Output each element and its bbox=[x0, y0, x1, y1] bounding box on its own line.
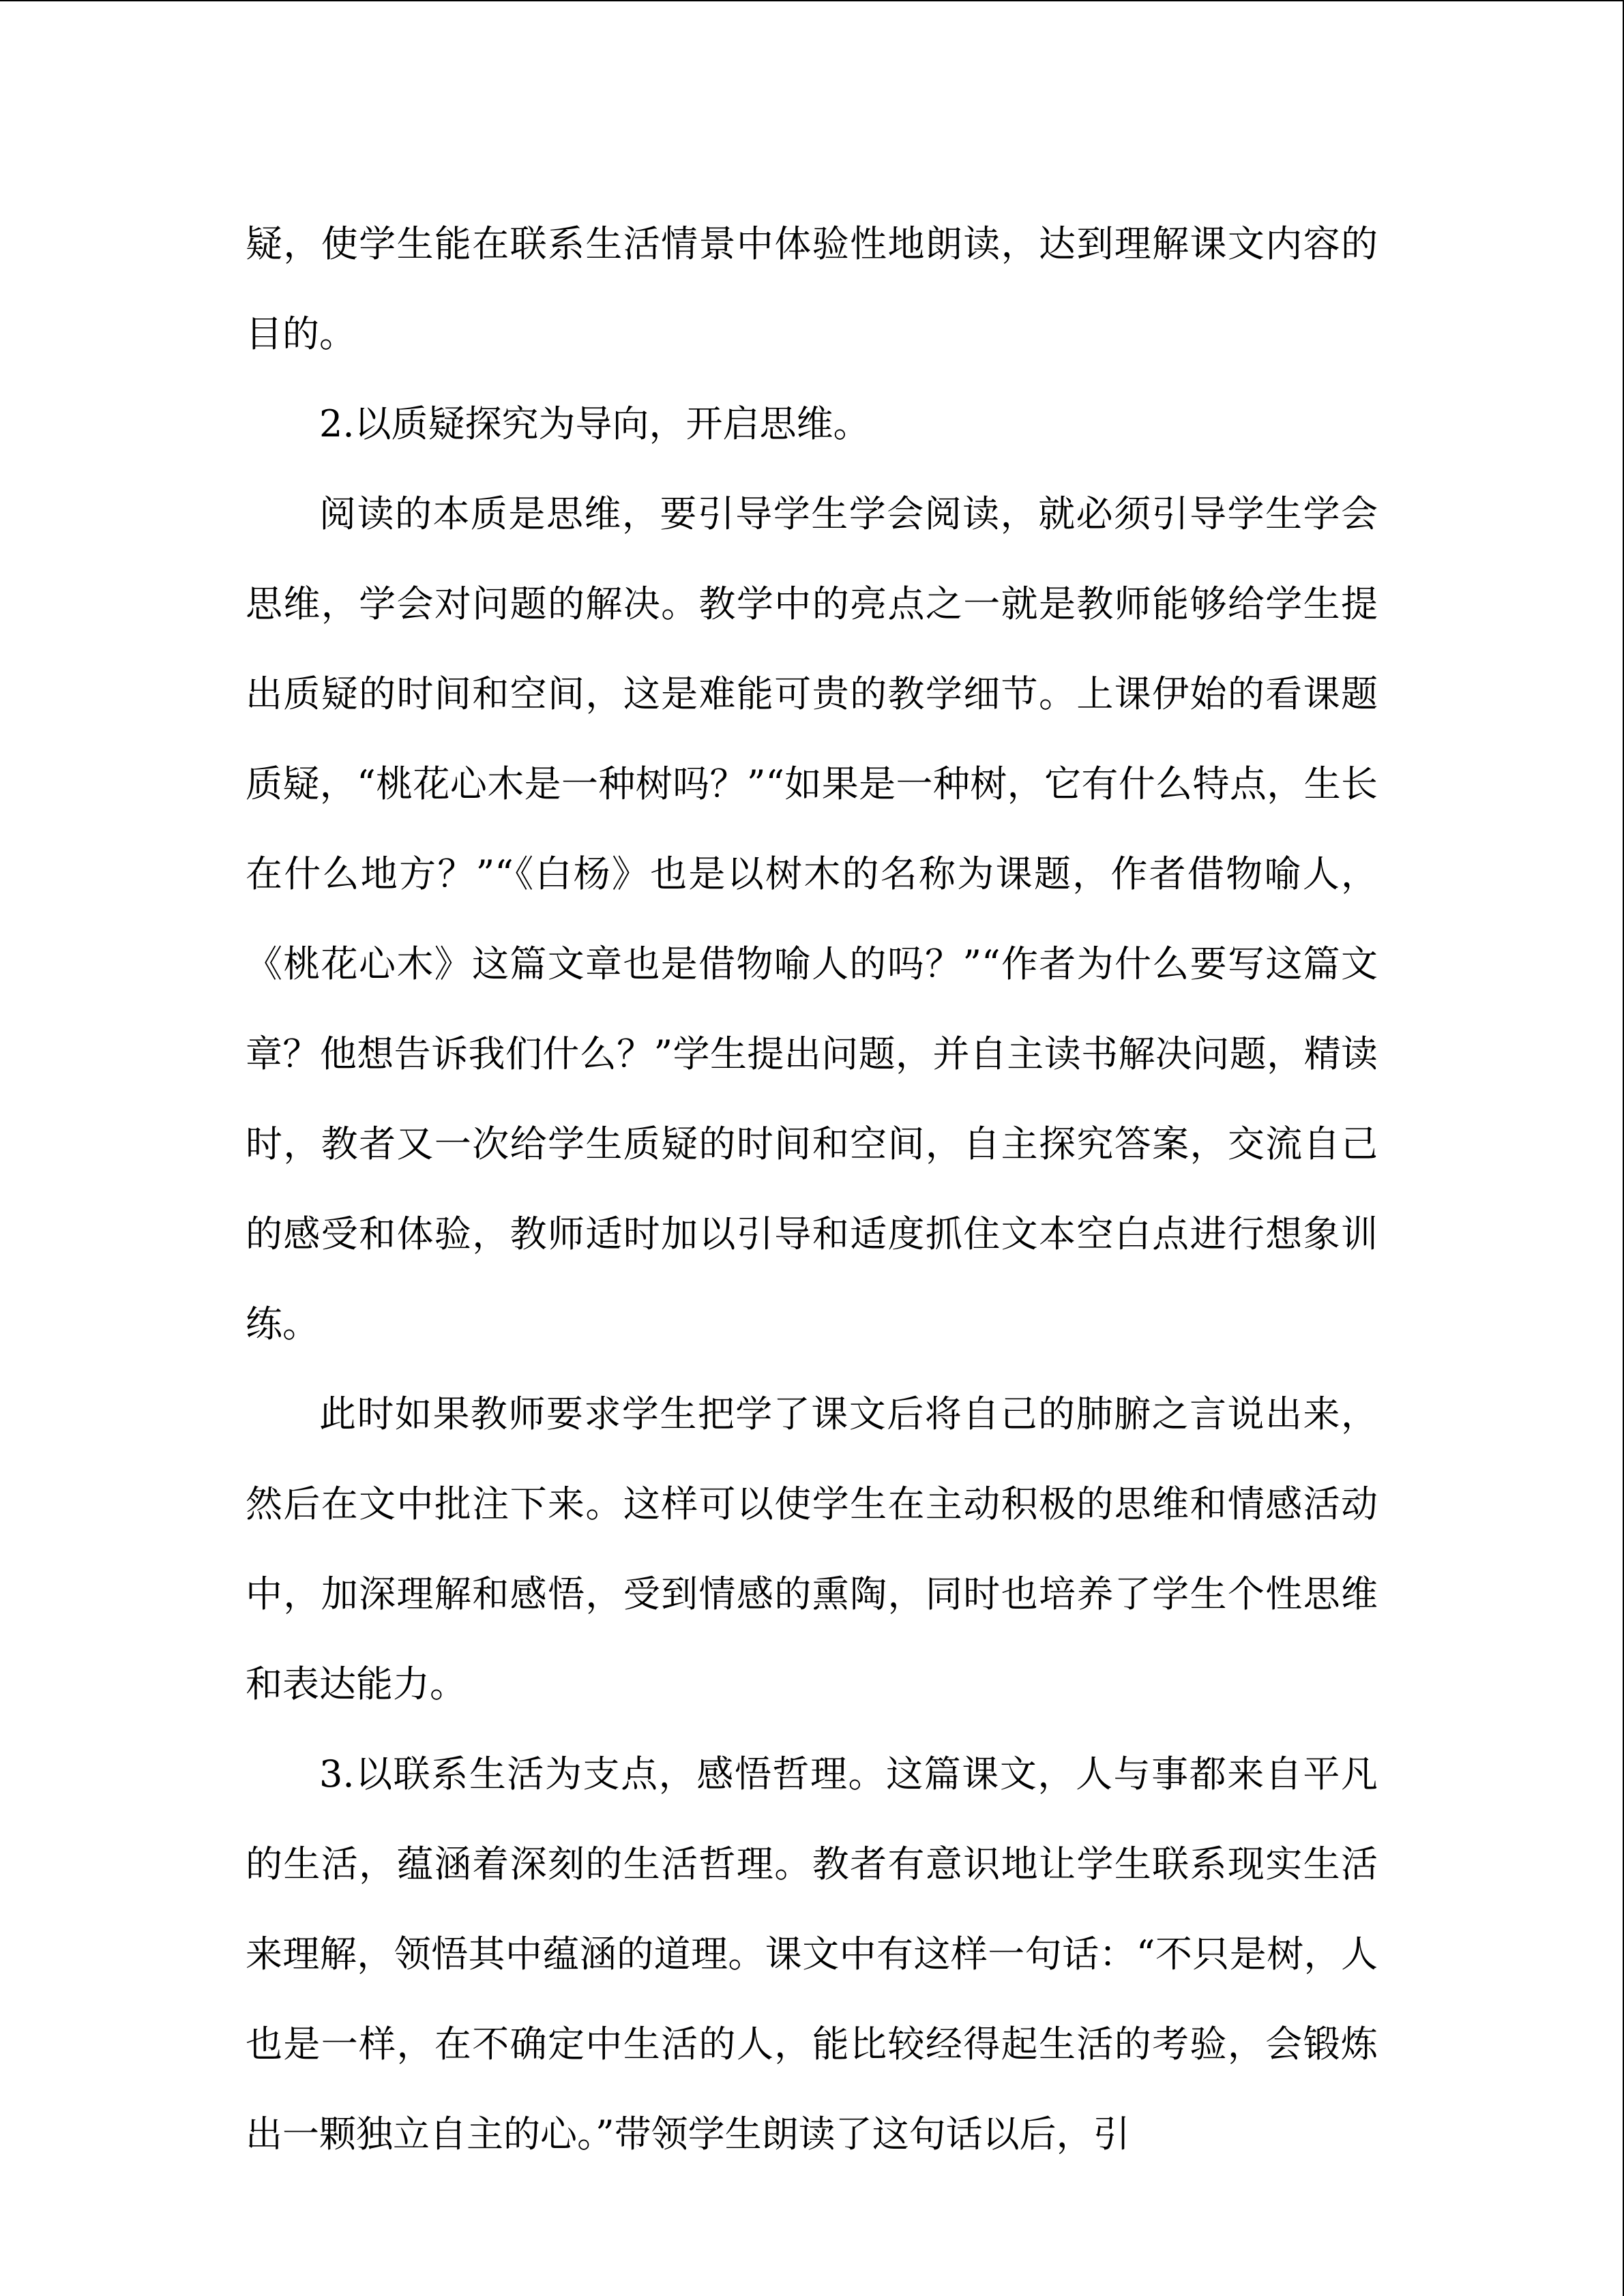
document-body bbox=[246, 199, 1378, 2179]
paragraph-4: 此时如果教师要求学生把学了课文后将自己的肺腑之言说出来，然后在文中批注下来。这样可以使学生在主动积极的思维和情感活动中，加深理解和感悟，受到情感的熏陶，同时也培养了学生个性思维和表达能力。 bbox=[246, 1392, 1378, 1705]
paragraph-1: 疑，使学生能在联系生活情景中体验性地朗读，达到理解课文内容的目的。 bbox=[246, 222, 1378, 355]
paragraph-5: 3.以联系生活为支点，感悟哲理。这篇课文，人与事都来自平凡的生活，蕴涵着深刻的生活哲理。教者有意识地让学生联系现实生活来理解，领悟其中蕴涵的道理。课文中有这样一句话：“不只是树，人也是一样，在不确定中生活的人，能比较经得起生活的考验，会锻炼出一颗独立自主的心。”带领学生朗读了这句话以后，引 bbox=[246, 1753, 1378, 2156]
paragraph-2-heading: 2.以质疑探究为导向，开启思维。 bbox=[319, 402, 870, 445]
paragraph-3: 阅读的本质是思维，要引导学生学会阅读，就必须引导学生学会思维，学会对问题的解决。教学中的亮点之一就是教师能够给学生提出质疑的时间和空间，这是难能可贵的教学细节。上课伊始的看课题质疑，“桃花心木是一种树吗？”“如果是一种树，它有什么特点，生长在什么地方？”“《白杨》也是以树木的名称为课题，作者借物喻人，《桃花心木》这篇文章也是借物喻人的吗？”“作者为什么要写这篇文章？他想告诉我们什么？”学生提出问题，并自主读书解决问题，精读时，教者又一次给学生质疑的时间和空间，自主探究答案，交流自己的感受和体验，教师适时加以引导和适度抓住文本空白点进行想象训练。 bbox=[246, 492, 1378, 1345]
